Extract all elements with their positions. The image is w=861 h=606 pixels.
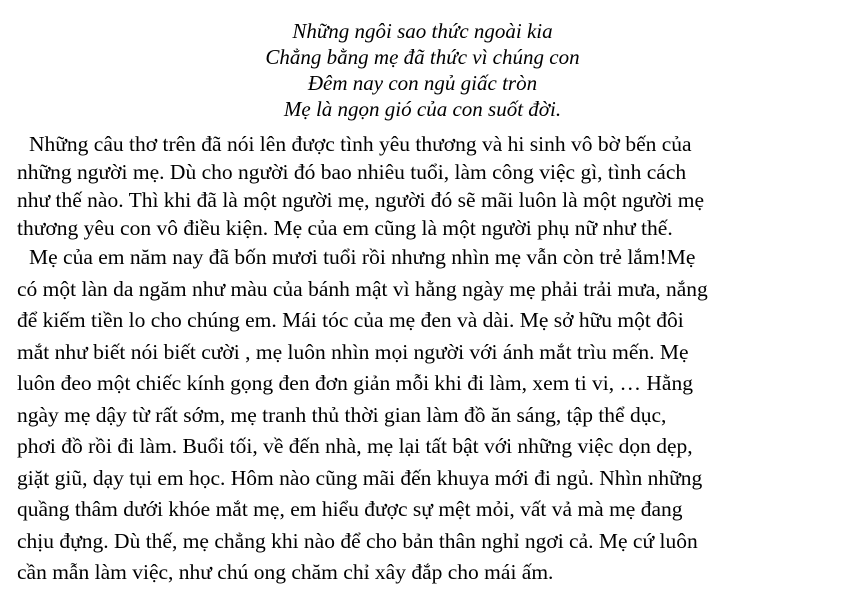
essay-body bbox=[17, 130, 847, 589]
poem-line: Mẹ là ngọn gió của con suốt đời. bbox=[283, 97, 562, 121]
poem-line: Những ngôi sao thức ngoài kia bbox=[292, 19, 553, 43]
paragraph-description bbox=[17, 242, 847, 589]
text-line: Mẹ của em năm nay đã bốn mươi tuổi rồi nhưng nhìn mẹ vẫn còn trẻ lắm!Mẹ bbox=[29, 245, 696, 269]
text-line: luôn đeo một chiếc kính gọng đen đơn giản mỗi khi đi làm, xem ti vi, … Hằng bbox=[17, 371, 693, 395]
text-line: Những câu thơ trên đã nói lên được tình yêu thương và hi sinh vô bờ bến của bbox=[29, 132, 692, 156]
text-line: cần mẫn làm việc, như chú ong chăm chỉ xây đắp cho mái ấm. bbox=[17, 560, 554, 584]
text-line: để kiếm tiền lo cho chúng em. Mái tóc của mẹ đen và dài. Mẹ sở hữu một đôi bbox=[17, 308, 684, 332]
text-line: ngày mẹ dậy từ rất sớm, mẹ tranh thủ thời gian làm đồ ăn sáng, tập thể dục, bbox=[17, 402, 667, 427]
text-line: như thế nào. Thì khi đã là một người mẹ, người đó sẽ mãi luôn là một người mẹ bbox=[17, 188, 705, 212]
text-line: chịu đựng. Dù thế, mẹ chẳng khi nào để cho bản thân nghỉ ngơi cả. Mẹ cứ luôn bbox=[17, 528, 698, 553]
paragraph-intro bbox=[17, 130, 847, 242]
text-line: có một làn da ngăm như màu của bánh mật vì hằng ngày mẹ phải trải mưa, nắng bbox=[17, 276, 708, 301]
poem-line: Chẳng bằng mẹ đã thức vì chúng con bbox=[265, 45, 580, 69]
poem-line: Đêm nay con ngủ giấc tròn bbox=[307, 71, 538, 95]
text-line: thương yêu con vô điều kiện. Mẹ của em cũng là một người phụ nữ như thế. bbox=[17, 216, 673, 240]
text-line: quầng thâm dưới khóe mắt mẹ, em hiểu được sự mệt mỏi, vất vả mà mẹ đang bbox=[17, 497, 683, 521]
poem-stanza bbox=[0, 18, 845, 122]
text-line: mắt như biết nói biết cười , mẹ luôn nhìn mọi người với ánh mắt trìu mến. Mẹ bbox=[17, 339, 689, 364]
text-line: phơi đồ rồi đi làm. Buổi tối, về đến nhà, mẹ lại tất bật với những việc dọn dẹp, bbox=[17, 434, 693, 458]
text-line: giặt giũ, dạy tụi em học. Hôm nào cũng mãi đến khuya mới đi ngủ. Nhìn những bbox=[17, 465, 703, 490]
text-line: những người mẹ. Dù cho người đó bao nhiêu tuổi, làm công việc gì, tình cách bbox=[17, 160, 687, 184]
